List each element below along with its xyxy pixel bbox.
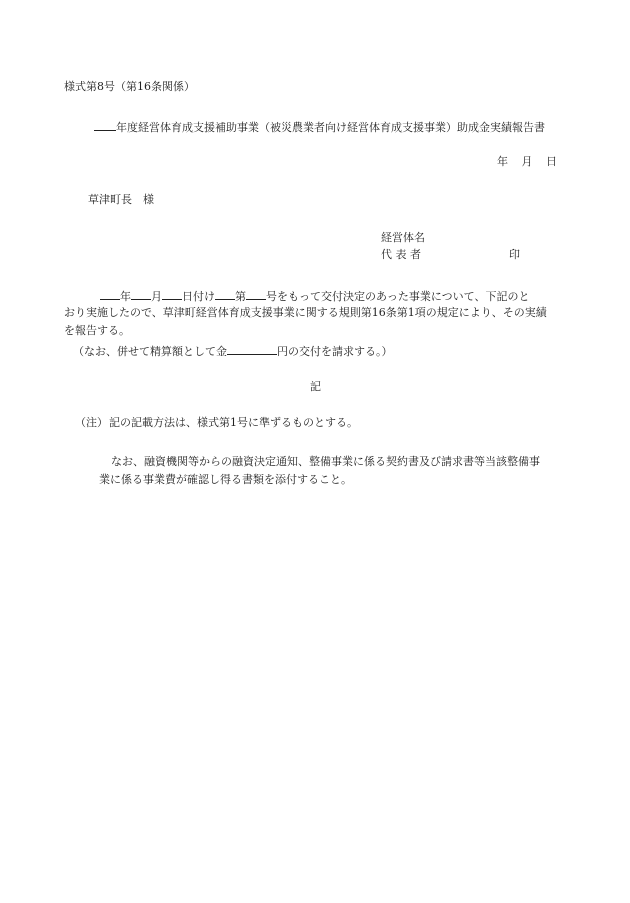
note-detail-line-2: 業に係る事業費が確認し得る書類を添付すること。: [99, 473, 352, 486]
body-paragraph-line-1: [100, 288, 529, 304]
claim-prefix: （なお、併せて精算額として金: [73, 345, 227, 358]
decision-day-blank[interactable]: [162, 288, 182, 300]
decision-series-label: 第: [235, 290, 246, 303]
body-paragraph-line-2: おり実施したので、草津町経営体育成支援事業に関する規則第16条第1項の規定により、その実績: [64, 306, 547, 319]
document-title-text: 年度経営体育成支援補助事業（被災農業者向け経営体育成支援事業）助成金実績報告書: [116, 121, 545, 134]
seal-mark-label: 印: [509, 248, 520, 261]
settlement-claim-line: [73, 343, 393, 359]
note-detail-line-1: なお、融資機関等からの融資決定通知、整備事業に係る契約書及び請求書等当該整備事: [111, 455, 540, 468]
date-month-label: 月: [521, 155, 533, 168]
ki-heading: 記: [310, 380, 321, 393]
date-year-label: 年: [497, 155, 508, 168]
decision-year-label: 年: [120, 290, 131, 303]
claim-suffix: 円の交付を請求する。）: [277, 345, 393, 358]
date-day-label: 日: [546, 155, 557, 168]
settlement-amount-blank[interactable]: [227, 343, 277, 355]
decision-series-blank[interactable]: [215, 288, 235, 300]
addressee: 草津町長 様: [88, 193, 154, 206]
decision-month-label: 月: [151, 290, 162, 303]
note: [75, 416, 358, 430]
report-date: [497, 155, 557, 169]
fiscal-year-blank[interactable]: [94, 119, 116, 131]
decision-day-label: 日付け: [182, 290, 215, 303]
note-text: 記の記載方法は、様式第1号に準ずるものとする。: [109, 416, 358, 429]
decision-number-blank[interactable]: [246, 288, 266, 300]
representative-row: [381, 248, 521, 262]
entity-name-label: 経営体名: [381, 231, 425, 244]
form-number: 様式第8号（第16条関係）: [64, 80, 195, 93]
decision-month-blank[interactable]: [131, 288, 151, 300]
decision-year-blank[interactable]: [100, 288, 120, 300]
body-line-1-text: 号をもって交付決定のあった事業について、下記のと: [266, 290, 530, 303]
body-paragraph-line-3: を報告する。: [64, 324, 130, 337]
representative-label: 代 表 者: [381, 248, 421, 261]
document-title: [94, 119, 545, 135]
note-label: （注）: [75, 416, 108, 429]
